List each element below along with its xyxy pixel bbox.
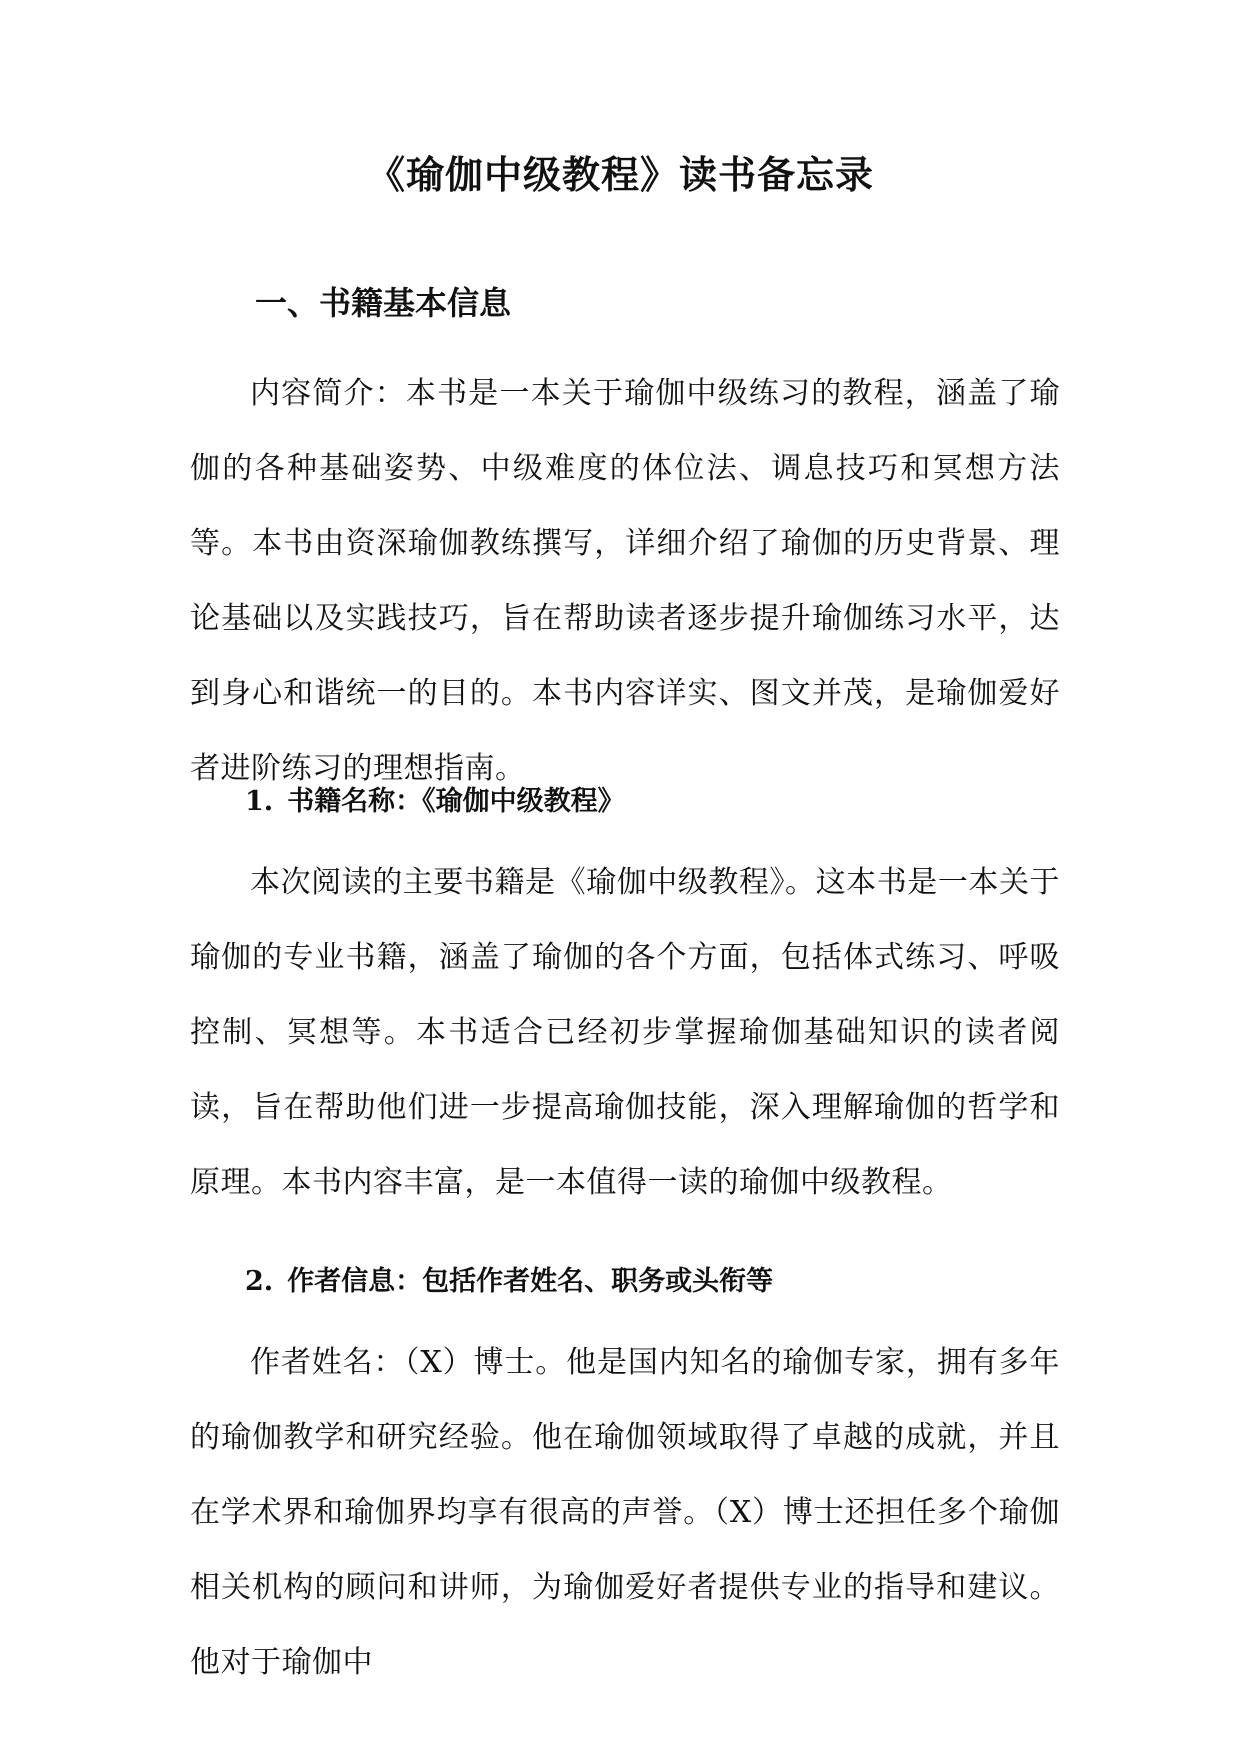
- author-info-paragraph: 作者姓名：（X）博士。他是国内知名的瑜伽专家，拥有多年的瑜伽教学和研究经验。他在瑜伽领域取得了卓越的成就，并且在学术界和瑜伽界均享有很高的声誉。（X）博士还担任多个瑜伽相关机构的顾问和讲师，为瑜伽爱好者提供专业的指导和建议。他对于瑜伽中: [190, 1345, 1060, 1680]
- subsection-number: 2.: [245, 1266, 274, 1297]
- subsection-heading-author-info: [245, 1262, 773, 1302]
- document-title: 《瑜伽中级教程》读书备忘录: [366, 152, 874, 197]
- subsection-heading-text: 作者信息：包括作者姓名、职务或头衔等: [287, 1266, 774, 1297]
- book-title-paragraph: 本次阅读的主要书籍是《瑜伽中级教程》。这本书是一本关于瑜伽的专业书籍，涵盖了瑜伽的各个方面，包括体式练习、呼吸控制、冥想等。本书适合已经初步掌握瑜伽基础知识的读者阅读，旨在帮助他们进一步提高瑜伽技能，深入理解瑜伽的哲学和原理。本书内容丰富，是一本值得一读的瑜伽中级教程。: [190, 865, 1060, 1200]
- subsection-number: 1.: [245, 786, 274, 817]
- section-heading: 一、书籍基本信息: [255, 284, 512, 322]
- subsection-heading-text: 书籍名称：《瑜伽中级教程》: [287, 786, 625, 817]
- content-summary-paragraph: 内容简介：本书是一本关于瑜伽中级练习的教程，涵盖了瑜伽的各种基础姿势、中级难度的体位法、调息技巧和冥想方法等。本书由资深瑜伽教练撰写，详细介绍了瑜伽的历史背景、理论基础以及实践技巧，旨在帮助读者逐步提升瑜伽练习水平，达到身心和谐统一的目的。本书内容详实、图文并茂，是瑜伽爱好者进阶练习的理想指南。: [190, 376, 1060, 786]
- subsection-heading-book-title: [245, 782, 625, 822]
